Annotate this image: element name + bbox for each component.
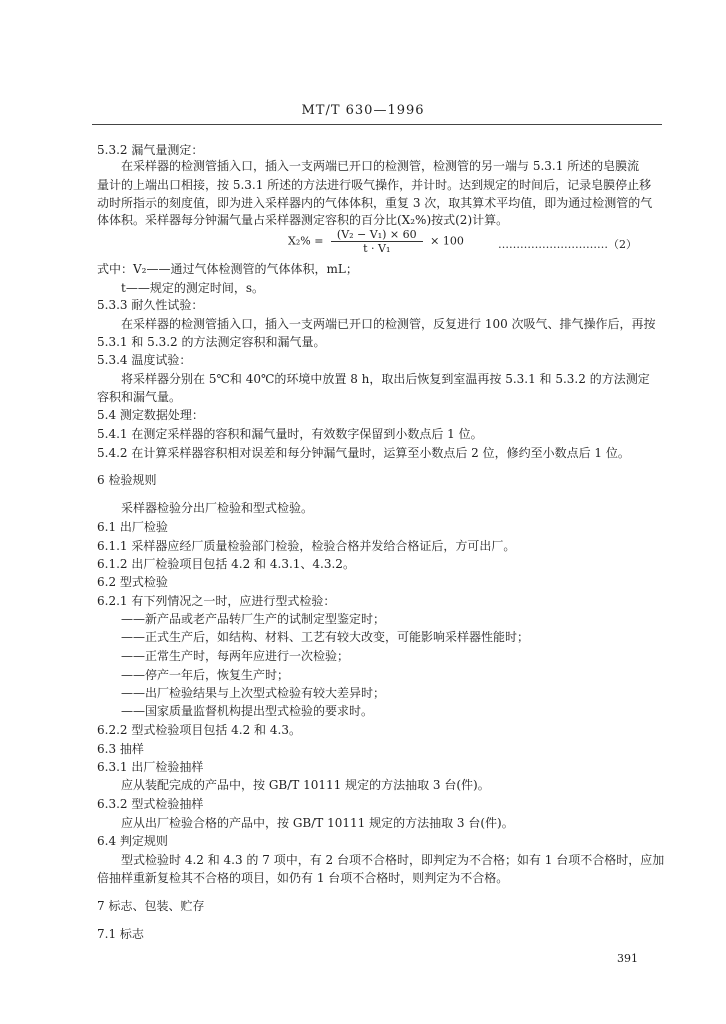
- text-line: ——国家质量监督机构提出型式检验的要求时。: [121, 704, 374, 718]
- text-line: 6.3.1 出厂检验抽样: [97, 760, 204, 774]
- text-line: 7 标志、包装、贮存: [97, 899, 205, 913]
- text-line: 6.4 判定规则: [97, 834, 168, 848]
- text-line: 在采样器的检测管插入口，插入一支两端已开口的检测管，反复进行 100 次吸气、排气操作后，再按: [121, 317, 656, 331]
- text-line: 7.1 标志: [97, 927, 144, 941]
- text-line: 5.3.4 温度试验：: [97, 353, 192, 367]
- page-number: 391: [617, 952, 638, 965]
- text-line: ——出厂检验结果与上次型式检验有较大差异时；: [121, 686, 386, 700]
- text-line: 5.3.2 漏气量测定：: [97, 143, 204, 157]
- text-line: 6.3.2 型式检验抽样: [97, 797, 204, 811]
- text-line: t——规定的测定时间，s。: [121, 281, 264, 295]
- text-line: 型式检验时 4.2 和 4.3 的 7 项中，有 2 台项不合格时，即判定为不合格；如有 1 台项不合格时，应加: [121, 853, 665, 867]
- text-line: 5.4.1 在测定采样器的容积和漏气量时，有效数字保留到小数点后 1 位。: [97, 427, 483, 441]
- text-line: 量计的上端出口相接，按 5.3.1 所述的方法进行吸气操作，并计时。达到规定的时间后，记录皂膜停止移: [97, 178, 652, 192]
- text-line: 容积和漏气量。: [97, 390, 182, 404]
- text-line: 6.3 抽样: [97, 742, 144, 756]
- formula-2: [288, 228, 464, 255]
- text-line: 式中：V₂——通过气体检测管的气体体积，mL；: [97, 262, 358, 276]
- formula-denominator: t · V₁: [363, 242, 391, 255]
- text-line: 采样器检验分出厂检验和型式检验。: [121, 501, 314, 515]
- text-line: 应从装配完成的产品中，按 GB/T 10111 规定的方法抽取 3 台(件)。: [121, 778, 490, 792]
- text-line: ——新产品或老产品转厂生产的试制定型鉴定时；: [121, 612, 386, 626]
- text-line: 应从出厂检验合格的产品中，按 GB/T 10111 规定的方法抽取 3 台(件)。: [121, 816, 514, 830]
- text-line: 体体积。采样器每分钟漏气量占采样器测定容积的百分比(X₂%)按式(2)计算。: [97, 213, 509, 227]
- text-line: 6 检验规则: [97, 473, 157, 487]
- text-line: 动时所指示的刻度值，即为进入采样器内的气体体积，重复 3 次，取其算术平均值，即为通过检测管的气: [97, 196, 653, 210]
- text-line: 5.3.1 和 5.3.2 的方法测定容积和漏气量。: [97, 335, 326, 349]
- header-rule: [92, 124, 662, 125]
- text-line: 5.4 测定数据处理：: [97, 408, 204, 422]
- text-line: ——停产一年后，恢复生产时；: [121, 668, 290, 682]
- text-line: 5.4.2 在计算采样器容积相对误差和每分钟漏气量时，运算至小数点后 2 位，修约至小数点后 1 位。: [97, 446, 630, 460]
- text-line: 6.2 型式检验: [97, 575, 168, 589]
- text-line: 在采样器的检测管插入口，插入一支两端已开口的检测管，检测管的另一端与 5.3.1 所述的皂膜流: [121, 159, 640, 173]
- text-line: 6.1 出厂检验: [97, 520, 168, 534]
- text-line: 6.2.2 型式检验项目包括 4.2 和 4.3。: [97, 723, 301, 737]
- text-line: 6.1.1 采样器应经厂质量检验部门检验，检验合格并发给合格证后，方可出厂。: [97, 539, 516, 553]
- equation-number: …………………………（2）: [498, 238, 637, 251]
- page-header: MT/T 630—1996: [301, 103, 425, 118]
- text-line: ——正式生产后，如结构、材料、工艺有较大改变，可能影响采样器性能时；: [121, 630, 530, 644]
- text-line: 将采样器分别在 5℃和 40℃的环境中放置 8 h，取出后恢复到室温再按 5.3.1 和 5.3.2 的方法测定: [121, 372, 650, 386]
- text-line: 5.3.3 耐久性试验：: [97, 298, 204, 312]
- text-line: 倍抽样重新复检其不合格的项目，如仍有 1 台项不合格时，则判定为不合格。: [97, 871, 509, 885]
- formula-numerator: (V₂ − V₁) × 60: [331, 228, 423, 242]
- formula-fraction: [331, 228, 423, 255]
- text-line: 6.1.2 出厂检验项目包括 4.2 和 4.3.1、4.3.2。: [97, 557, 355, 571]
- formula-lhs: X₂% =: [288, 234, 324, 248]
- text-line: 6.2.1 有下列情况之一时，应进行型式检验：: [97, 594, 336, 608]
- text-line: ——正常生产时，每两年应进行一次检验；: [121, 649, 350, 663]
- formula-rhs: × 100: [430, 234, 464, 248]
